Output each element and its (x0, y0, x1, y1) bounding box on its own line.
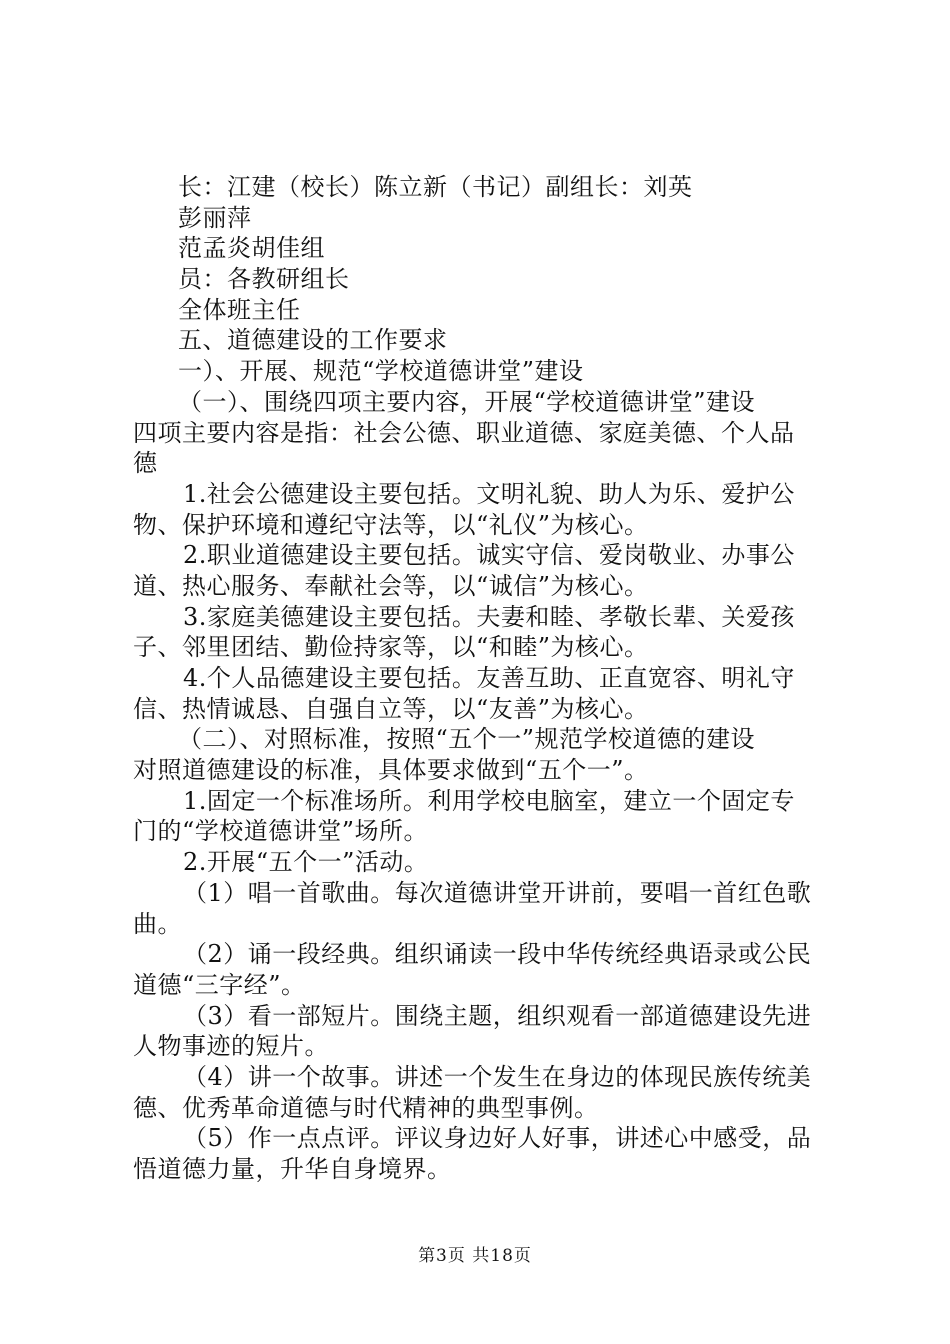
list-item-line: 1.社会公德建设主要包括。文明礼貌、助人为乐、爱护公 (183, 479, 795, 508)
paragraph-line: （一）、围绕四项主要内容，开展“学校道德讲堂”建设 (178, 387, 756, 416)
list-item-line: （3）看一部短片。围绕主题，组织观看一部道德建设先进 (183, 1001, 812, 1030)
text-line: 范孟炎胡佳组 (178, 234, 325, 263)
paragraph-line: 四项主要内容是指：社会公德、职业道德、家庭美德、个人品 (133, 418, 795, 447)
list-item-line: 子、邻里团结、勤俭持家等，以“和睦”为核心。 (133, 633, 649, 662)
list-item-line: 2.开展“五个一”活动。 (183, 848, 429, 877)
list-item-line: （1）唱一首歌曲。每次道德讲堂开讲前，要唱一首红色歌 (183, 878, 812, 907)
list-item-line: 人物事迹的短片。 (133, 1032, 329, 1061)
text-line: 员：各教研组长 (178, 265, 350, 294)
list-item-line: 门的“学校道德讲堂”场所。 (133, 817, 429, 846)
list-item-line: 物、保护环境和遵纪守法等，以“礼仪”为核心。 (133, 510, 649, 539)
section-heading: 五、道德建设的工作要求 (178, 326, 448, 355)
list-item-line: （5）作一点点评。评议身边好人好事，讲述心中感受，品 (183, 1124, 812, 1153)
list-item-line: 信、热情诚恳、自强自立等，以“友善”为核心。 (133, 694, 649, 723)
list-item-line: （4）讲一个故事。讲述一个发生在身边的体现民族传统美 (183, 1062, 812, 1091)
list-item-line: 3.家庭美德建设主要包括。夫妻和睦、孝敬长辈、关爱孩 (183, 602, 795, 631)
list-item-line: 4.个人品德建设主要包括。友善互助、正直宽容、明礼守 (183, 664, 795, 692)
text-line: 长：江建（校长）陈立新（书记）副组长：刘英 (178, 173, 693, 201)
list-item-line: 2.职业道德建设主要包括。诚实守信、爱岗敬业、办事公 (183, 541, 795, 570)
subsection-heading: 一）、开展、规范“学校道德讲堂”建设 (178, 357, 584, 386)
text-line: 全体班主任 (178, 295, 301, 324)
document-body (133, 172, 833, 1185)
list-item-line: 曲。 (133, 909, 182, 938)
list-item-line: 悟道德力量，升华自身境界。 (133, 1155, 452, 1183)
list-item-line: 道德“三字经”。 (133, 970, 306, 999)
list-item-line: 1.固定一个标准场所。利用学校电脑室，建立一个固定专 (183, 786, 795, 815)
paragraph-line: 德 (133, 449, 158, 478)
text-line: 彭丽萍 (178, 203, 252, 232)
paragraph-line: （二）、对照标准，按照“五个一”规范学校道德的建设 (178, 725, 756, 754)
paragraph-line: 对照道德建设的标准，具体要求做到“五个一”。 (133, 756, 649, 785)
page-number-footer: 第3页 共18页 (418, 1246, 532, 1266)
list-item-line: （2）诵一段经典。组织诵读一段中华传统经典语录或公民 (183, 940, 812, 969)
list-item-line: 道、热心服务、奉献社会等，以“诚信”为核心。 (133, 571, 649, 600)
list-item-line: 德、优秀革命道德与时代精神的典型事例。 (133, 1093, 599, 1122)
